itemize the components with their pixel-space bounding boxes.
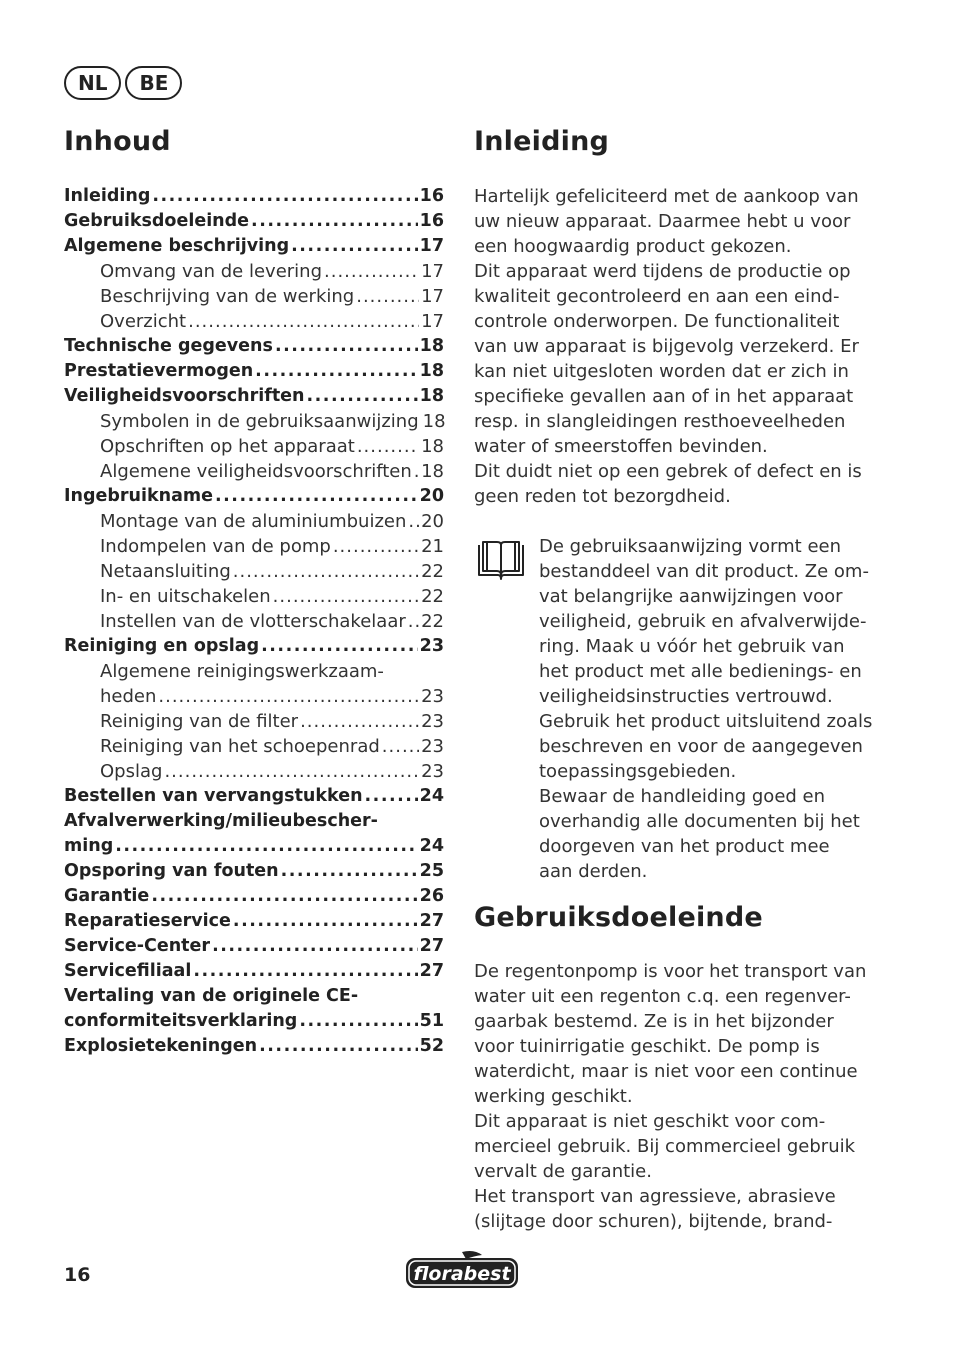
toc-entry-text: conformiteitsverklaring [64,1011,298,1031]
toc-entry [64,209,444,234]
toc-entry-page: 16 [419,211,444,231]
toc-entry-page: 18 [419,361,444,381]
toc-entry [64,934,444,959]
toc-entry-page: 52 [419,1036,444,1056]
toc-leader-dots [275,334,418,359]
toc-entry [64,434,444,459]
toc-entry-page: 18 [419,386,444,406]
toc-entry-text: Veiligheidsvoorschriften [64,386,305,406]
toc-leader-dots [251,209,418,234]
toc-entry-page: 18 [419,336,444,356]
toc-leader-dots [233,559,419,584]
toc-entry [64,1034,444,1059]
toc-entry-text: Opslag [100,761,163,782]
toc-leader-dots [158,684,419,709]
toc-entry [64,684,444,709]
toc-entry-text: Vertaling van de originele CE- [64,986,359,1006]
toc-entry-text: Servicefiliaal [64,961,192,981]
page-number: 16 [64,1264,91,1286]
toc-entry-page: 27 [419,961,444,981]
language-badges [64,66,182,100]
text-line: Hartelijk gefeliciteerd met de aankoop van [474,186,859,207]
toc-entry-text: Reiniging van het schoepenrad [100,736,380,757]
toc-entry-text: Beschrijving van de werking [100,286,355,307]
toc-entry [64,334,444,359]
text-line: overhandig alle documenten bij het [539,811,860,832]
text-line: gaarbak bestemd. Ze is in het bijzonder [474,1011,834,1032]
toc-entry-text: Indompelen van de pomp [100,536,331,557]
toc-entry [64,259,444,284]
text-line: beschreven en voor de aangegeven [539,736,863,757]
toc-entry-page: 27 [419,911,444,931]
text-line: resp. in slangleidingen resthoeveelheden [474,411,846,432]
toc-entry [64,484,444,509]
toc-leader-dots [259,1034,418,1059]
toc-leader-dots [299,1009,417,1034]
toc-entry [64,559,444,584]
text-line: Het transport van agressieve, abrasieve [474,1186,836,1207]
toc-entry-text: heden [100,686,157,707]
table-of-contents [64,184,444,1059]
toc-entry-text: Montage van de aluminiumbuizen [100,511,407,532]
text-line: veiligheidsinstructies vertrouwd. [539,686,833,707]
florabest-logo [404,1250,520,1290]
toc-entry-text: Algemene beschrijving [64,236,290,256]
toc-entry-text: ming [64,836,114,856]
toc-entry-text: Algemene veiligheidsvoorschriften [100,461,412,482]
toc-entry-page: 26 [419,886,444,906]
toc-entry [64,959,444,984]
text-line: Gebruik het product uitsluitend zoals [539,711,873,732]
text-line: doorgeven van het product mee [539,836,830,857]
toc-entry-text: Instellen van de vlotterschakelaar [100,611,406,632]
text-line: De gebruiksaanwijzing vormt een [539,536,842,557]
text-line: van uw apparaat is bijgevolg verzekerd. Er [474,336,859,357]
text-line: veiligheid, gebruik en afvalverwijde- [539,611,867,632]
toc-entry-text: Reiniging en opslag [64,636,260,656]
toc-entry-page: 20 [421,511,444,532]
text-line: De regentonpomp is voor het transport van [474,961,867,982]
toc-entry-text: Opsporing van fouten [64,861,279,881]
toc-entry-text: Prestatievermogen [64,361,254,381]
text-line: een hoogwaardig product gekozen. [474,236,792,257]
toc-leader-dots [324,259,419,284]
toc-entry [64,634,444,659]
toc-entry [64,709,444,734]
toc-entry [64,909,444,934]
text-line: geen reden tot bezorgdheid. [474,486,731,507]
toc-entry [64,459,444,484]
toc-entry-page: 18 [421,436,444,457]
toc-leader-dots [193,959,417,984]
toc-leader-dots [408,509,419,534]
toc-entry-text: Ingebruikname [64,486,213,506]
book-icon [476,539,526,583]
toc-entry [64,284,444,309]
toc-leader-dots [215,484,418,509]
toc-entry-page: 17 [419,236,444,256]
logo-text: florabest [413,1263,511,1285]
toc-entry-text: Reiniging van de filter [100,711,299,732]
toc-entry-text: Service-Center [64,936,211,956]
toc-leader-dots [414,459,419,484]
toc-entry [64,384,444,409]
toc-entry-text: Opschriften op het apparaat [100,436,355,457]
toc-entry-page: 23 [421,711,444,732]
toc-leader-dots [188,309,419,334]
toc-entry-page: 25 [419,861,444,881]
toc-leader-dots [261,634,418,659]
toc-entry-text: Overzicht [100,311,187,332]
gebruik-title: Gebruiksdoeleinde [474,902,763,933]
toc-leader-dots [233,909,418,934]
text-line: uw nieuw apparaat. Daarmee hebt u voor [474,211,851,232]
text-line: het product met alle bedienings- en [539,661,862,682]
toc-title: Inhoud [64,126,171,157]
toc-entry [64,534,444,559]
text-line: bestanddeel van dit product. Ze om- [539,561,869,582]
toc-entry-text: Gebruiksdoeleinde [64,211,250,231]
toc-leader-dots [300,709,419,734]
toc-leader-dots [382,734,419,759]
toc-entry-text: Symbolen in de gebruiksaanwijzing [100,411,419,432]
text-line: water of smeerstoffen bevinden. [474,436,768,457]
toc-entry-page: 20 [419,486,444,506]
toc-entry-text: Bestellen van vervangstukken [64,786,363,806]
toc-entry-page: 23 [419,636,444,656]
toc-entry-page: 17 [421,311,444,332]
toc-leader-dots [255,359,417,384]
toc-entry [64,234,444,259]
note-text [539,534,872,884]
text-line: Dit apparaat is niet geschikt voor com- [474,1111,826,1132]
toc-leader-dots [357,434,419,459]
toc-entry [64,309,444,334]
toc-entry [64,584,444,609]
toc-entry [64,1009,444,1034]
text-line: aan derden. [539,861,648,882]
toc-entry-text: Reparatieservice [64,911,231,931]
toc-entry-page: 18 [421,461,444,482]
toc-entry [64,784,444,809]
badge-nl: NL [64,66,121,100]
toc-entry-text: Technische gegevens [64,336,273,356]
text-line: Dit apparaat werd tijdens de productie op [474,261,851,282]
toc-leader-dots [365,784,418,809]
inleiding-text [474,184,862,509]
toc-entry-page: 24 [419,836,444,856]
toc-entry [64,884,444,909]
text-line: water uit een regenton c.q. een regenver- [474,986,851,1007]
toc-leader-dots [152,184,417,209]
toc-leader-dots [151,884,417,909]
text-line: kwaliteit gecontroleerd en aan een eind- [474,286,840,307]
toc-entry-page: 23 [421,736,444,757]
toc-entry [64,409,444,434]
text-line: vervalt de garantie. [474,1161,652,1182]
text-line: mercieel gebruik. Bij commercieel gebruik [474,1136,856,1157]
toc-entry-text: Afvalverwerking/milieubescher- [64,811,378,831]
toc-leader-dots [356,284,419,309]
toc-leader-dots [212,934,418,959]
toc-leader-dots [273,584,419,609]
toc-entry-text: Garantie [64,886,150,906]
toc-entry [64,734,444,759]
toc-entry-page: 22 [421,586,444,607]
toc-entry-text: Algemene reinigingswerkzaam- [100,661,384,682]
toc-entry-page: 24 [419,786,444,806]
toc-entry [64,659,444,684]
text-line: vat belangrijke aanwijzingen voor [539,586,843,607]
toc-entry-page: 23 [421,761,444,782]
toc-entry [64,809,444,834]
toc-entry [64,859,444,884]
text-line: toepassingsgebieden. [539,761,737,782]
text-line: (slijtage door schuren), bijtende, brand- [474,1211,833,1232]
toc-entry-text: In- en uitschakelen [100,586,271,607]
toc-entry-page: 17 [421,286,444,307]
inleiding-title: Inleiding [474,126,610,157]
toc-leader-dots [333,534,419,559]
toc-entry-page: 18 [422,411,446,432]
toc-entry [64,184,444,209]
gebruik-text [474,959,866,1234]
toc-entry-page: 16 [419,186,444,206]
toc-entry-page: 22 [421,611,444,632]
text-line: controle onderworpen. De functionaliteit [474,311,840,332]
toc-entry [64,759,444,784]
text-line: ring. Maak u vóór het gebruik van [539,636,845,657]
toc-entry-text: Omvang van de levering [100,261,323,282]
toc-leader-dots [291,234,418,259]
toc-entry-page: 23 [421,686,444,707]
toc-entry-page: 27 [419,936,444,956]
toc-entry [64,359,444,384]
toc-entry-page: 21 [421,536,444,557]
toc-leader-dots [307,384,418,409]
text-line: werking geschikt. [474,1086,633,1107]
toc-entry [64,509,444,534]
toc-entry [64,984,444,1009]
toc-entry-text: Inleiding [64,186,151,206]
text-line: specifieke gevallen aan of in het apparaat [474,386,854,407]
toc-leader-dots [408,609,419,634]
toc-entry-page: 51 [419,1011,444,1031]
text-line: kan niet uitgesloten worden dat er zich in [474,361,849,382]
toc-entry-text: Netaansluiting [100,561,231,582]
toc-leader-dots [281,859,418,884]
toc-entry-page: 17 [421,261,444,282]
badge-be: BE [125,66,182,100]
text-line: voor tuinirrigatie geschikt. De pomp is [474,1036,820,1057]
toc-entry-page: 22 [421,561,444,582]
text-line: Bewaar de handleiding goed en [539,786,826,807]
toc-entry [64,834,444,859]
toc-leader-dots [164,759,419,784]
text-line: Dit duidt niet op een gebrek of defect en is [474,461,862,482]
toc-entry-text: Explosietekeningen [64,1036,258,1056]
text-line: waterdicht, maar is niet voor een continue [474,1061,858,1082]
toc-leader-dots [115,834,417,859]
toc-entry [64,609,444,634]
